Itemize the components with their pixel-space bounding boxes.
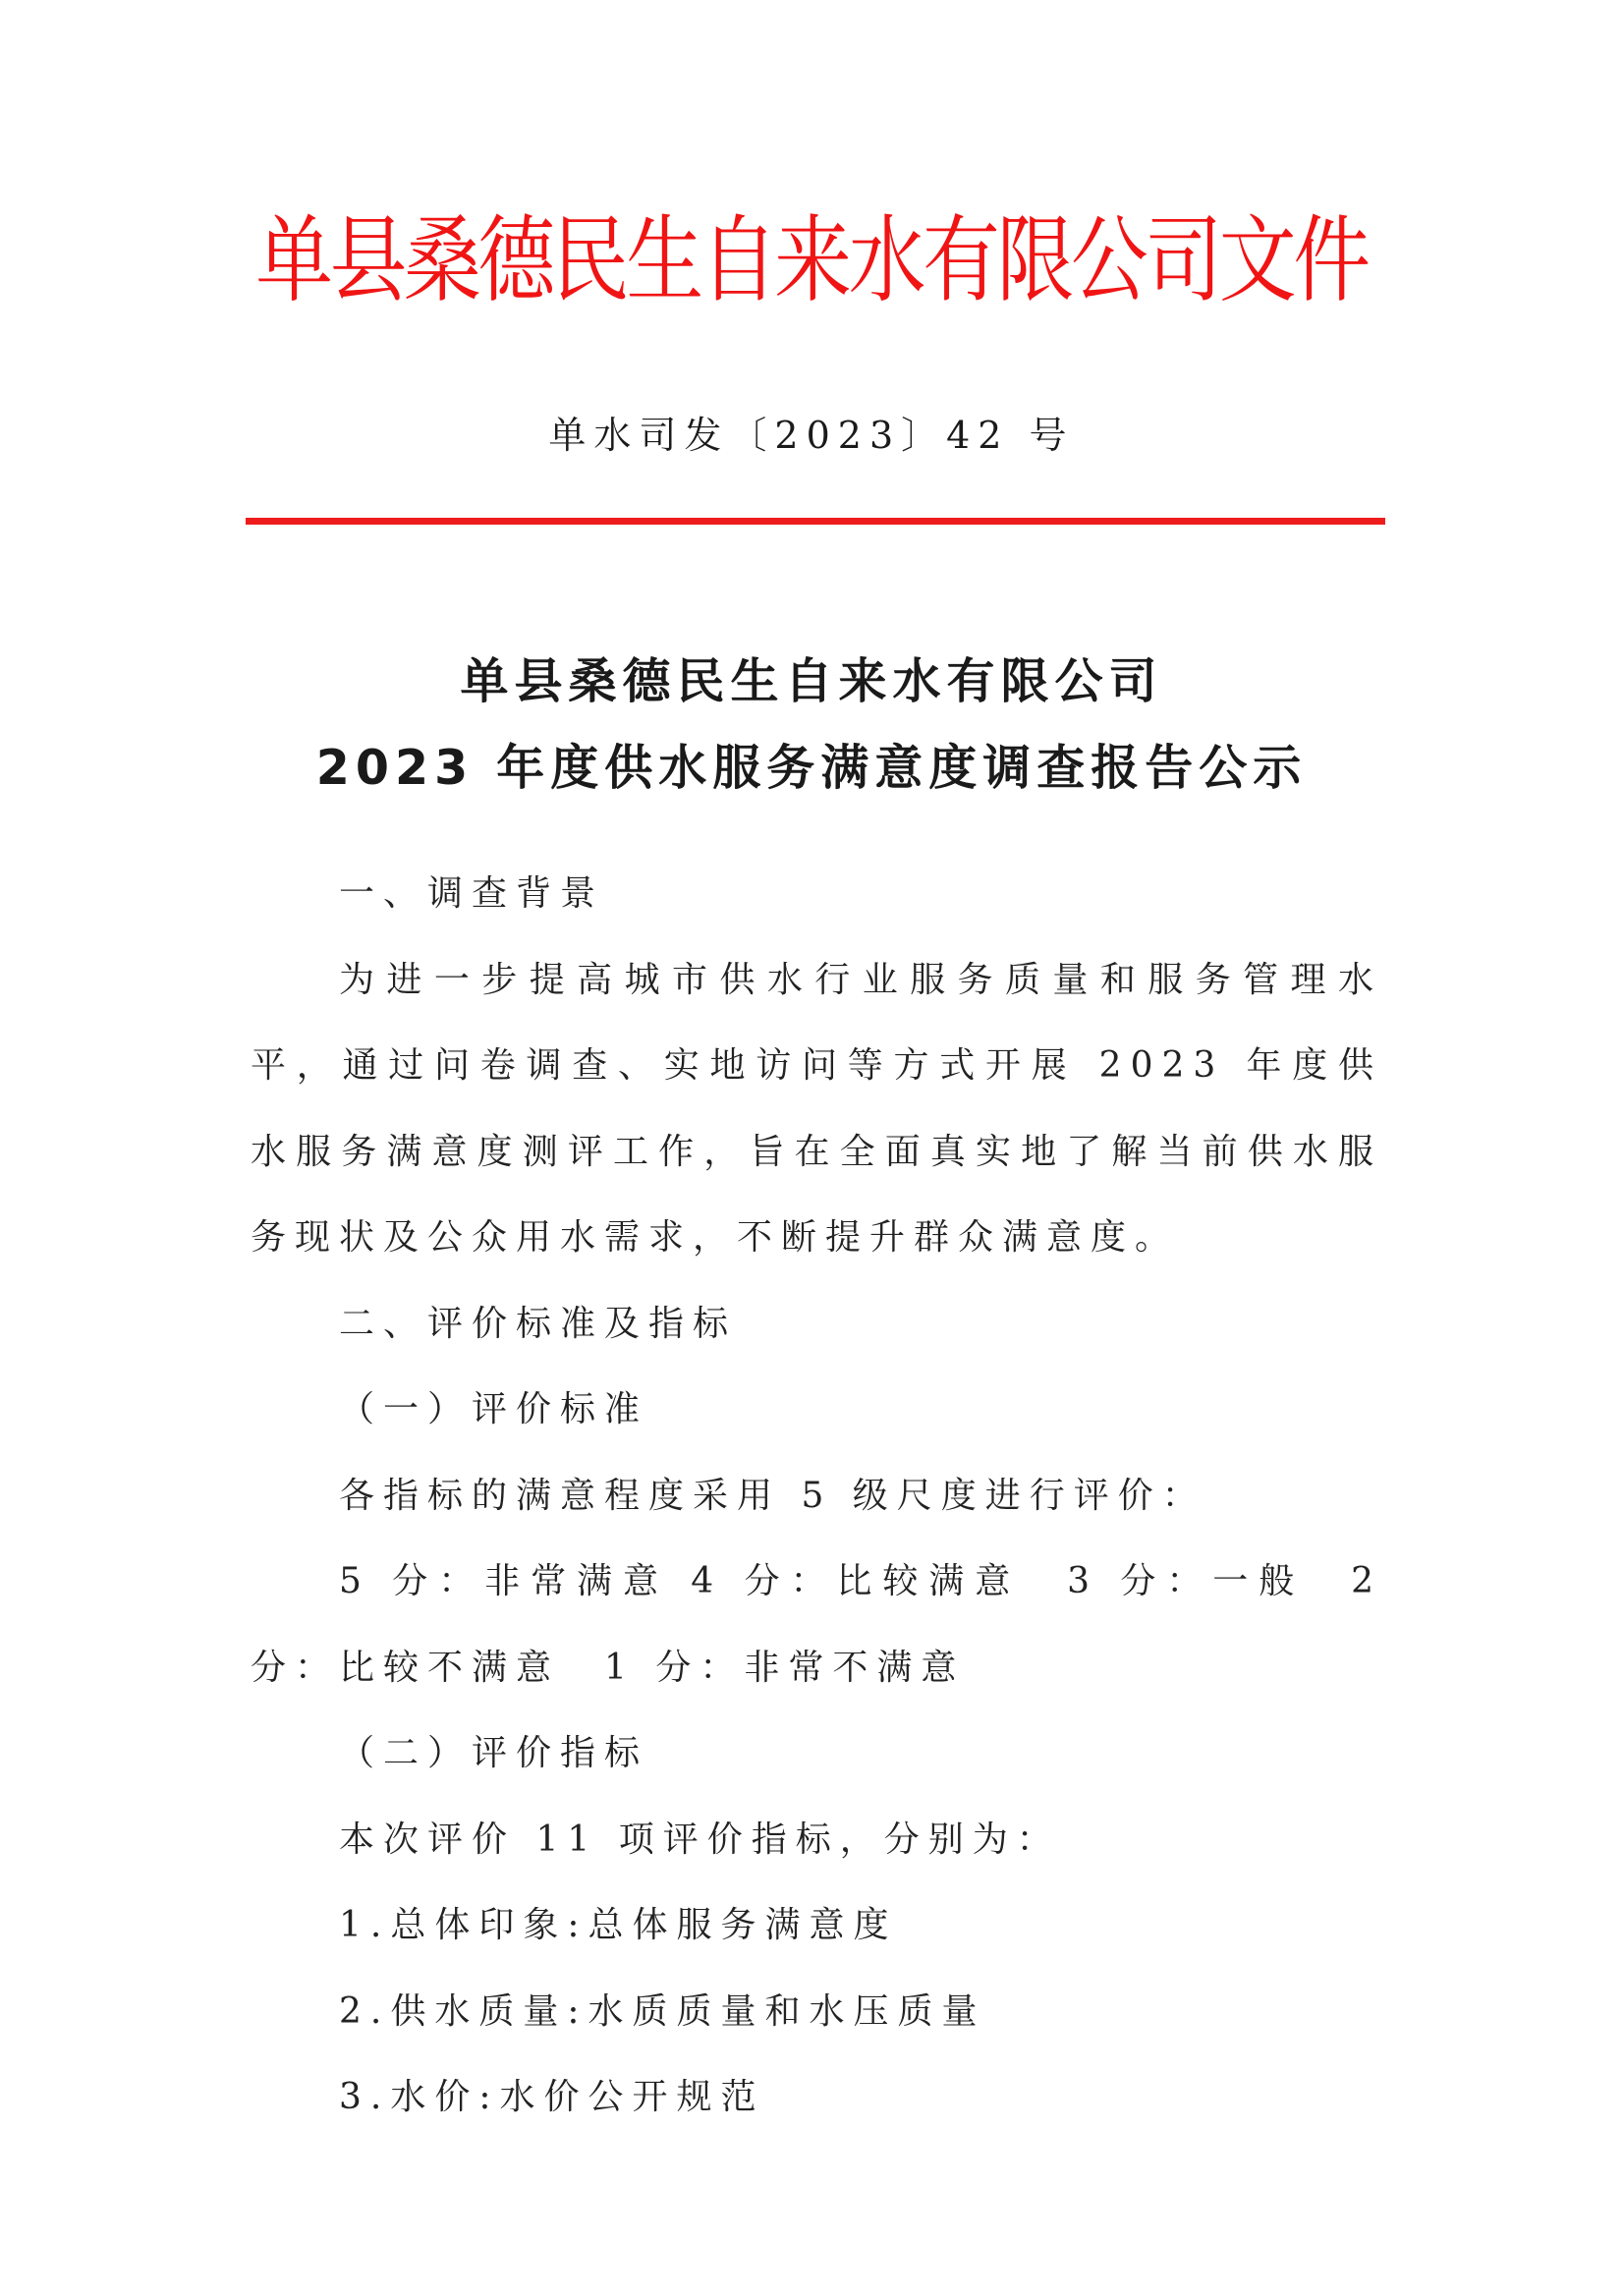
background-paragraph: 为进一步提高城市供水行业服务质量和服务管理水平，通过问卷调查、实地访问等方式开展 2023 年度供水服务满意度测评工作，旨在全面真实地了解当前供水服务现状及公众用水需求，不断提升群众满意度。 bbox=[251, 959, 1382, 1258]
section-heading-criteria: 二、评价标准及指标 bbox=[339, 1303, 738, 1344]
subsection-heading-indicators: （二）评价指标 bbox=[339, 1733, 649, 1773]
red-divider-line bbox=[246, 518, 1385, 525]
rating-scale-paragraph: 5 分：非常满意 4 分：比较满意 3 分：一般 2 分：比较不满意 1 分：非常不满意 bbox=[251, 1561, 1382, 1688]
standard-paragraph: 各指标的满意程度采用 5 级尺度进行评价： bbox=[339, 1475, 1206, 1516]
indicator-item: 3.水价:水价公开规范 bbox=[339, 2077, 765, 2117]
document-header-title: 单县桑德民生自来水有限公司文件 bbox=[255, 205, 1368, 315]
subsection-heading-standard: （一）评价标准 bbox=[339, 1389, 649, 1429]
report-title bbox=[0, 639, 1623, 812]
indicators-intro-paragraph: 本次评价 11 项评价指标，分别为： bbox=[339, 1819, 1061, 1860]
report-title-line-2: 2023 年度供水服务满意度调查报告公示 bbox=[315, 740, 1308, 796]
section-heading-background: 一、调查背景 bbox=[339, 873, 605, 914]
indicator-item: 1.总体印象:总体服务满意度 bbox=[339, 1905, 898, 1945]
document-body bbox=[251, 851, 1382, 2141]
indicator-item: 2.供水质量:水质质量和水压质量 bbox=[339, 1990, 986, 2032]
report-title-line-1: 单县桑德民生自来水有限公司 bbox=[460, 653, 1163, 709]
document-number: 单水司发〔2023〕42 号 bbox=[548, 414, 1075, 457]
